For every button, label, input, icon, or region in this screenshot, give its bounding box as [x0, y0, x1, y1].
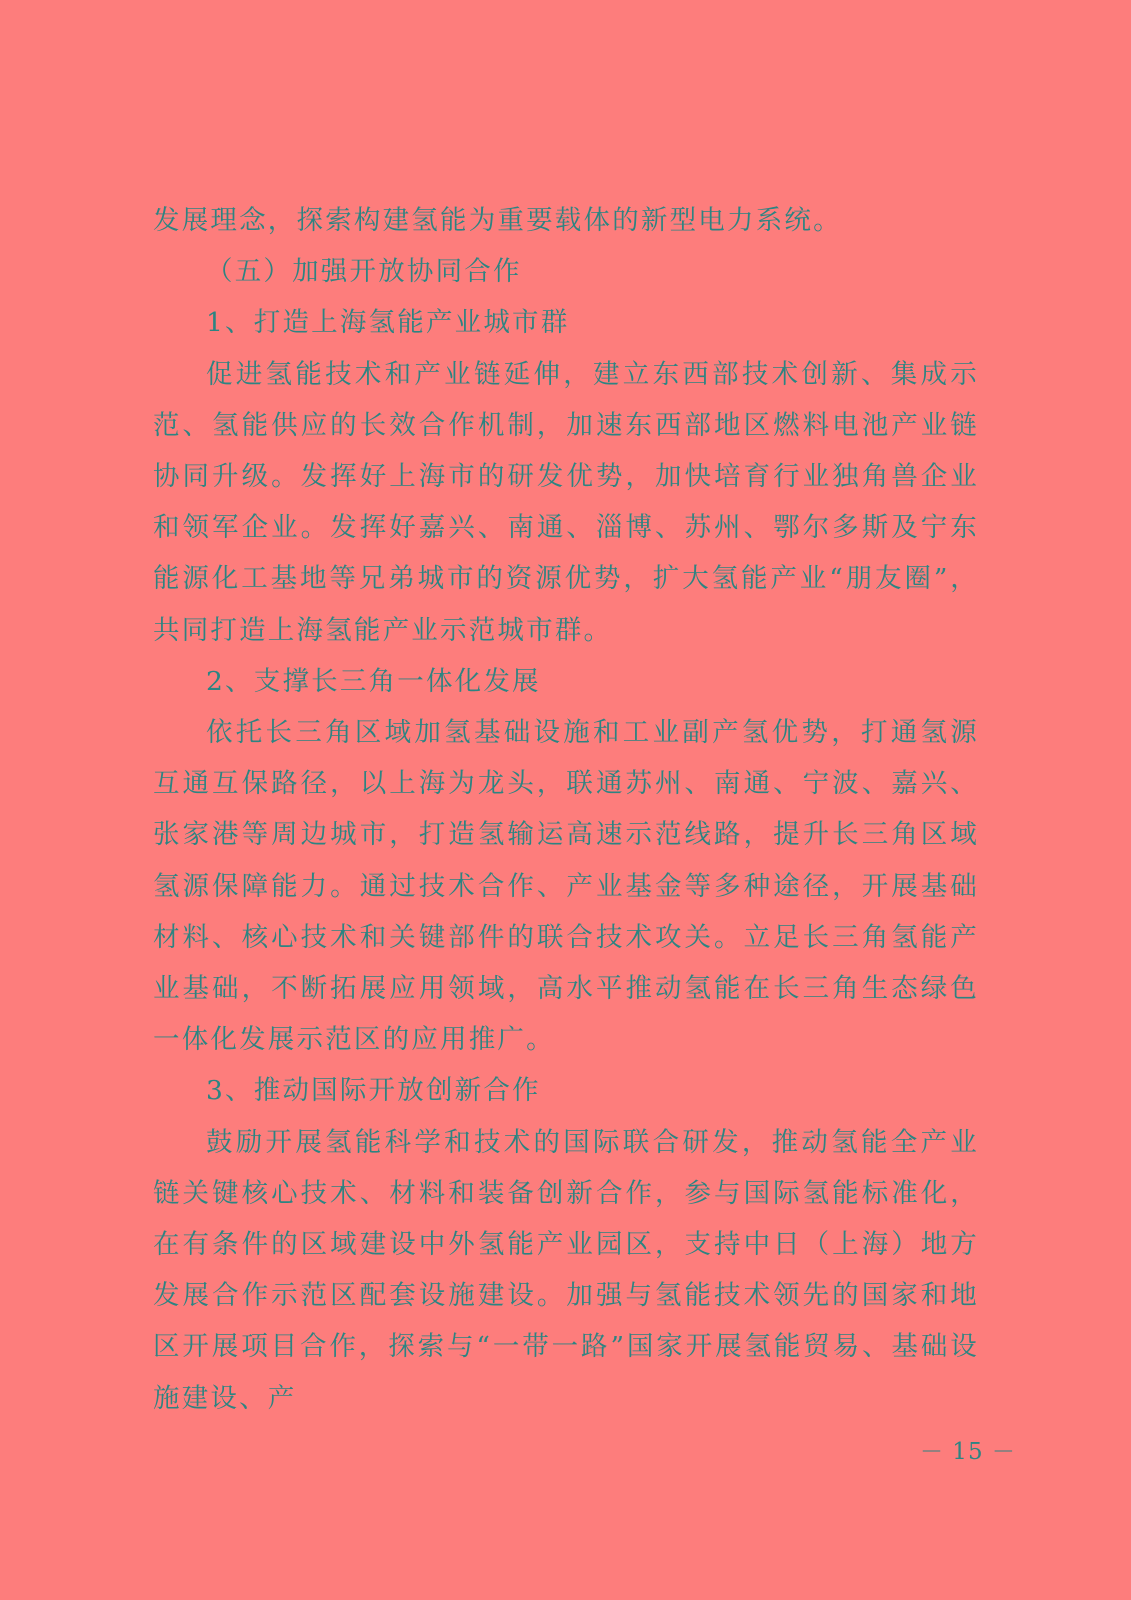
- page-number: － 15 －: [920, 1439, 1016, 1465]
- document-body: [153, 195, 979, 1424]
- paragraph-city-cluster: 促进氢能技术和产业链延伸，建立东西部技术创新、集成示范、氢能供应的长效合作机制，加速东西部地区燃料电池产业链协同升级。发挥好上海市的研发优势，加快培育行业独角兽企业和领军企业。发挥好嘉兴、南通、淄博、苏州、鄂尔多斯及宁东能源化工基地等兄弟城市的资源优势，扩大氢能产业“朋友圈”，共同打造上海氢能产业示范城市群。: [153, 358, 979, 646]
- sub-heading-3: 3、推动国际开放创新合作: [206, 1075, 541, 1107]
- section-heading: （五）加强开放协同合作: [206, 256, 522, 288]
- sub-heading-2: 2、支撑长三角一体化发展: [206, 665, 541, 697]
- paragraph-international: 鼓励开展氢能科学和技术的国际联合研发，推动氢能全产业链关键核心技术、材料和装备创新合作，参与国际氢能标准化，在有条件的区域建设中外氢能产业园区，支持中日（上海）地方发展合作示范区配套设施建设。加强与氢能技术领先的国家和地区开展项目合作，探索与“一带一路”国家开展氢能贸易、基础设施建设、产: [153, 1126, 979, 1414]
- paragraph-continuation: 发展理念，探索构建氢能为重要载体的新型电力系统。: [153, 205, 842, 236]
- sub-heading-1: 1、打造上海氢能产业城市群: [206, 307, 570, 339]
- paragraph-yangtze-delta: 依托长三角区域加氢基础设施和工业副产氢优势，打通氢源互通互保路径，以上海为龙头，联通苏州、南通、宁波、嘉兴、张家港等周边城市，打造氢输运高速示范线路，提升长三角区域氢源保障能力。通过技术合作、产业基金等多种途径，开展基础材料、核心技术和关键部件的联合技术攻关。立足长三角氢能产业基础，不断拓展应用领域，高水平推动氢能在长三角生态绿色一体化发展示范区的应用推广。: [153, 717, 979, 1056]
